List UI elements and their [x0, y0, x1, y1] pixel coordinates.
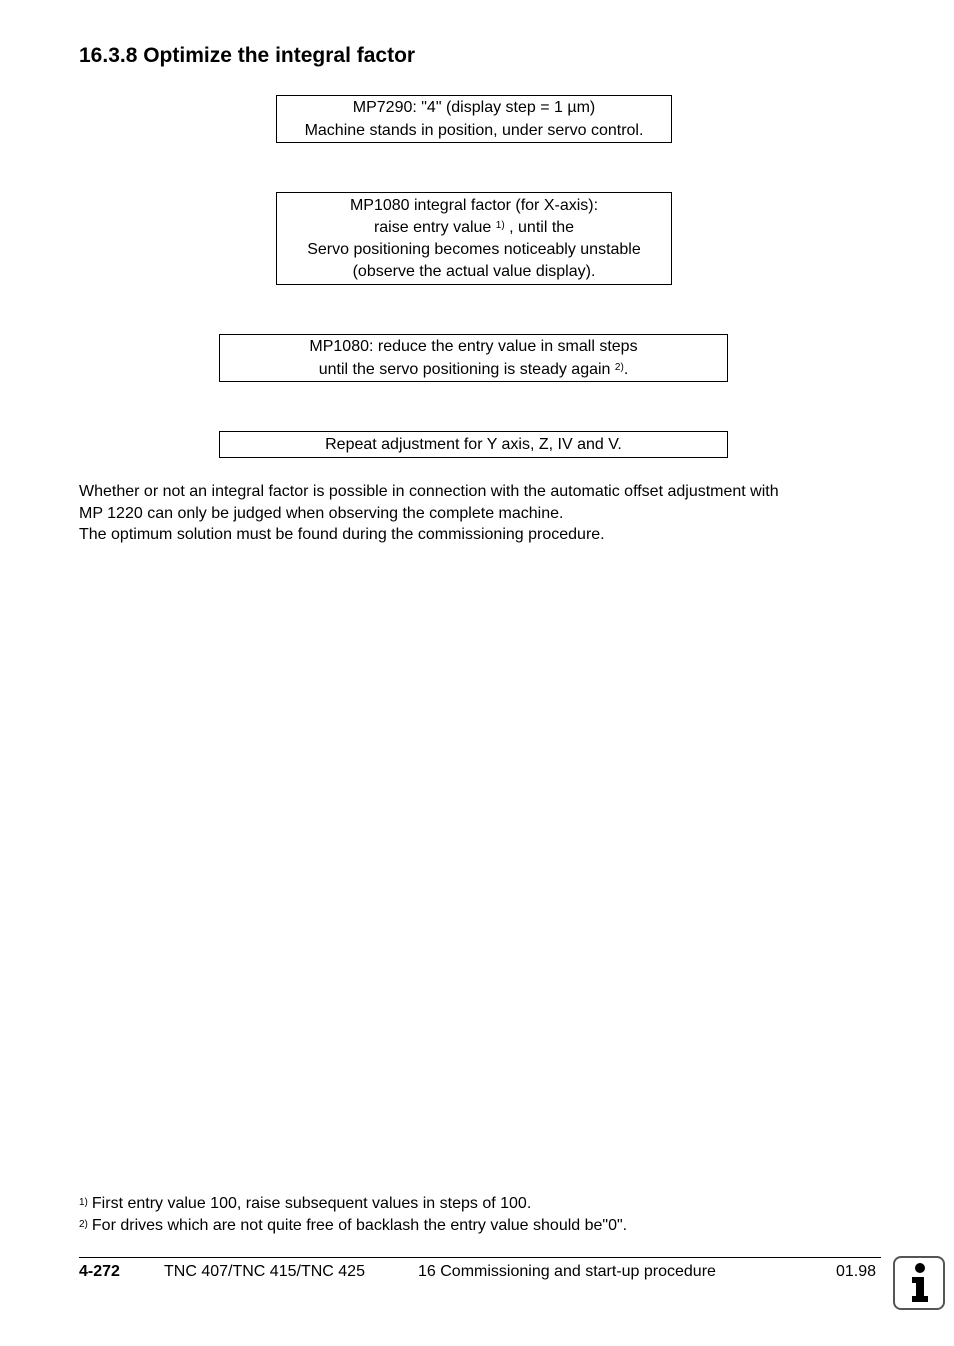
body-paragraph-line-3: The optimum solution must be found during the commissioning procedure. — [79, 526, 605, 543]
footer-page-number: 4-272 — [79, 1263, 120, 1280]
flow-step-1-line-2: Machine stands in position, under servo control. — [304, 122, 644, 139]
footnotes — [79, 1193, 627, 1237]
flow-step-2-line-2-tail: , until the — [504, 218, 575, 236]
flow-step-3-line-2-tail: . — [623, 361, 629, 378]
body-paragraph — [79, 481, 889, 546]
info-icon — [893, 1256, 945, 1310]
flow-step-2-line-4: (observe the actual value display). — [352, 262, 596, 280]
footnote-ref-1: 1) — [495, 219, 505, 231]
body-paragraph-line-1: Whether or not an integral factor is possible in connection with the automatic offset adjustment with — [79, 483, 779, 500]
flow-step-2-box — [276, 192, 672, 285]
body-paragraph-line-2: MP 1220 can only be judged when observing the complete machine. — [79, 504, 564, 522]
footnote-2-text: For drives which are not quite free of backlash the entry value should be"0". — [91, 1217, 628, 1234]
footnote-2 — [79, 1215, 627, 1237]
footnote-2-marker: 2) — [79, 1219, 88, 1230]
footnote-1 — [79, 1193, 627, 1215]
flow-step-3-line-2-text: until the servo positioning is steady again — [318, 361, 615, 378]
flow-step-1-line-1: MP7290: "4" (display step = 1 µm) — [352, 99, 596, 116]
flow-step-4-box — [219, 431, 728, 458]
footer-chapter: 16 Commissioning and start-up procedure — [418, 1263, 716, 1280]
flow-step-2-line-2 — [277, 217, 671, 239]
footnote-1-text: First entry value 100, raise subsequent values in steps of 100. — [91, 1195, 532, 1212]
flow-step-2-line-1: MP1080 integral factor (for X-axis): — [349, 196, 599, 214]
flow-step-2-line-3: Servo positioning becomes noticeably unstable — [307, 240, 641, 258]
section-heading: 16.3.8 Optimize the integral factor — [79, 44, 416, 67]
flow-step-3-box — [219, 334, 728, 382]
footer-manual-title: TNC 407/TNC 415/TNC 425 — [164, 1263, 365, 1280]
footer-divider — [79, 1257, 881, 1258]
flow-step-1-box — [276, 95, 672, 143]
flow-step-3-line-2 — [220, 358, 727, 381]
flow-step-3-line-1: MP1080: reduce the entry value in small steps — [309, 338, 638, 355]
flow-step-2-line-2-text: raise entry value — [373, 218, 496, 236]
footnote-1-marker: 1) — [79, 1197, 88, 1208]
flow-step-4-line-1: Repeat adjustment for Y axis, Z, IV and V. — [325, 436, 622, 453]
info-icon-glyph — [895, 1258, 943, 1308]
footnote-ref-2: 2) — [614, 362, 624, 373]
footer-date: 01.98 — [836, 1263, 877, 1280]
